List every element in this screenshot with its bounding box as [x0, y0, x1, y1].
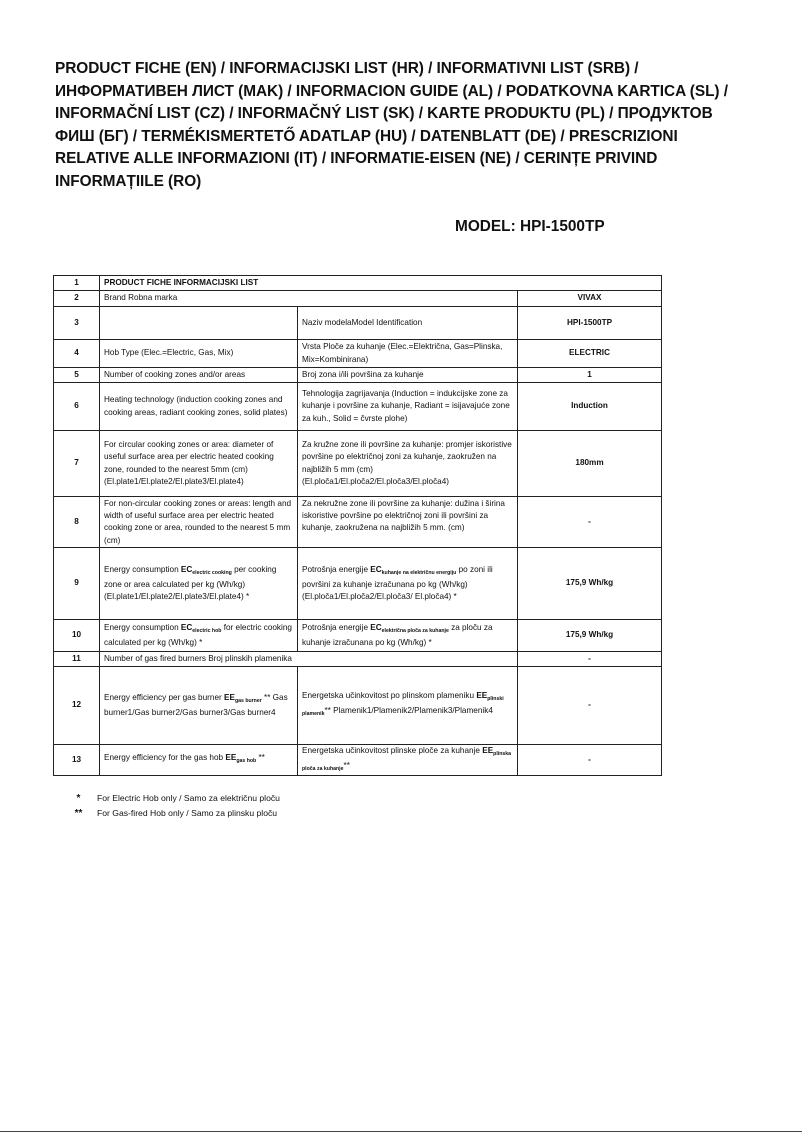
row-number: 1 — [54, 276, 100, 291]
label-text: ** Plamenik1/Plamenik2/Plamenik3/Plamenik4 — [324, 706, 493, 716]
table-row — [54, 368, 662, 383]
label-text: Potrošnja energije — [302, 622, 371, 632]
value-cell: 175,9 Wh/kg — [518, 619, 662, 651]
row-number: 12 — [54, 666, 100, 744]
label-subscript: gas hob — [236, 758, 257, 765]
table-row — [54, 547, 662, 619]
footnote-mark: ** — [74, 808, 83, 819]
label-subscript: električna ploča za kuhanje — [381, 627, 449, 634]
label-hr: Vrsta Ploče za kuhanje (Elec.=Električna, Gas=Plinska, Mix=Kombinirana) — [298, 340, 518, 368]
value-cell: - — [518, 651, 662, 666]
label-subscript: electric cooking — [192, 569, 232, 576]
label-en: Number of gas fired burners Broj plinskih plamenika — [100, 651, 518, 666]
label-text: Energy consumption — [104, 564, 181, 574]
table-row — [54, 307, 662, 340]
label-hr — [298, 619, 518, 651]
label-text: ** Gas burner1/Gas burner2/Gas burner3/Gas burner4 — [104, 692, 288, 717]
label-hr: Za nekružne zone ili površine za kuhanje: dužina i širina iskoristive površine po električnoj zoni ili površini za kuhanje, zaokružena na najbližih 5 mm. (cm) — [298, 497, 518, 548]
footnote-text: For Gas-fired Hob only / Samo za plinsku ploču — [97, 808, 278, 818]
product-fiche-table — [53, 275, 662, 776]
label-text: Energy efficiency for the gas hob — [104, 753, 226, 763]
label-subscript: plinska ploča za kuhanje — [302, 750, 512, 773]
label-symbol: EE — [482, 745, 494, 755]
value-cell: 175,9 Wh/kg — [518, 547, 662, 619]
label-symbol: EC — [180, 622, 193, 632]
label-text: Energy efficiency per gas burner — [104, 692, 224, 702]
label-text: Energy consumption — [104, 622, 181, 632]
table-row — [54, 619, 662, 651]
row-number: 8 — [54, 497, 100, 548]
table-row — [54, 431, 662, 497]
value-cell: VIVAX — [518, 291, 662, 307]
table-row — [54, 276, 662, 291]
label-en: For circular cooking zones or area: diameter of useful surface area per electric heated cooking zone, rounded to the nearest 5mm (cm) (El.plate1/El.plate2/El.plate3/El.plate4) — [100, 431, 298, 497]
label-text: for electric cooking calculated per kg (Wh/kg) * — [104, 622, 292, 647]
label-text: Energetska učinkovitost plinske ploče za kuhanje — [302, 745, 483, 755]
label-subscript: gas burner — [234, 697, 262, 704]
label-subscript: plinski plamenik — [302, 696, 504, 718]
label-en — [100, 744, 298, 775]
label-en — [100, 547, 298, 619]
label-hr — [298, 744, 518, 775]
label-hr — [298, 547, 518, 619]
label-symbol: EE — [224, 692, 235, 702]
row-number: 7 — [54, 431, 100, 497]
table-title: PRODUCT FICHE INFORMACIJSKI LIST — [100, 276, 662, 291]
table-row — [54, 651, 662, 666]
label-en: For non-circular cooking zones or areas: length and width of useful surface area per electric heated cooking zone or area, rounded to the nearest 5 mm (cm) — [100, 497, 298, 548]
label-en: Number of cooking zones and/or areas — [100, 368, 298, 383]
value-cell: 1 — [518, 368, 662, 383]
label-symbol: EC — [370, 622, 382, 632]
row-number: 4 — [54, 340, 100, 368]
model-line: MODEL: HPI-1500TP — [455, 218, 605, 235]
label-symbol: EE — [225, 753, 237, 763]
table-row — [54, 497, 662, 548]
row-number: 3 — [54, 307, 100, 340]
label-symbol: EC — [180, 564, 193, 574]
label-subscript: electric hob — [192, 627, 222, 634]
row-number: 9 — [54, 547, 100, 619]
row-number: 13 — [54, 744, 100, 775]
label-text: ** — [256, 753, 265, 763]
row-number: 10 — [54, 619, 100, 651]
value-cell: Induction — [518, 383, 662, 431]
label-en: Hob Type (Elec.=Electric, Gas, Mix) — [100, 340, 298, 368]
value-cell: HPI-1500TP — [518, 307, 662, 340]
label-hr: Za kružne zone ili površine za kuhanje: promjer iskoristive površine po električnoj zoni za kuhanje, zaokružen na najbližih 5 mm (cm) (El.ploča1/El.ploča2/El.ploča3/El.ploča4) — [298, 431, 518, 497]
row-number: 2 — [54, 291, 100, 307]
label-text: za ploču za kuhanje izračunana po kg (Wh/kg) * — [302, 622, 493, 647]
footnote-text: For Electric Hob only / Samo za električnu ploču — [97, 793, 280, 803]
label-text: Energetska učinkovitost po plinskom plameniku — [302, 691, 477, 701]
row-number: 11 — [54, 651, 100, 666]
label-subscript: kuhanje na električnu energiju — [381, 569, 457, 576]
label-en: Heating technology (induction cooking zones and cooking areas, radiant cooking zones, solid plates) — [100, 383, 298, 431]
label-en: Brand Robna marka — [100, 291, 518, 307]
table-row — [54, 383, 662, 431]
footnote-mark: * — [76, 793, 81, 804]
label-text: per cooking zone or area calculated per kg (Wh/kg) (El.plate1/El.plate2/El.plate3/El.plate4) * — [104, 564, 277, 601]
footnote — [60, 791, 280, 806]
document-heading: PRODUCT FICHE (EN) / INFORMACIJSKI LIST (HR) / INFORMATIVNI LIST (SRB) / ИНФОРМАТИВЕН ЛИСТ (MAK) / INFORMACION GUIDE (AL) / PODATKOVNA KARTICA (SL) / INFORMAČNÍ LIST (CZ) / INFORMAČNÝ LIST (SK) / KARTE PRODUKTU (PL) / ПРОДУКТОВ ФИШ (БГ) / TERMÉKISMERTETŐ ADATLAP (HU) / DATENBLATT (DE) / PRESCRIZIONI RELATIVE ALLE INFORMAZIONI (IT) / INFORMATIE-EISEN (NE) / CERINȚE PRIVIND INFORMAȚIILE (RO) — [55, 60, 728, 190]
table-row — [54, 340, 662, 368]
label-text: ** — [343, 761, 350, 771]
row-number: 5 — [54, 368, 100, 383]
label-text: po zoni ili površini za kuhanje izračunana po kg (Wh/kg) (El.ploča1/El.ploča2/El.ploča3/ El.ploča4) * — [302, 564, 493, 601]
row-number: 6 — [54, 383, 100, 431]
page-bottom-rule — [0, 1131, 802, 1132]
footnote — [60, 806, 280, 821]
label-en — [100, 619, 298, 651]
value-cell: - — [518, 744, 662, 775]
table-row — [54, 291, 662, 307]
footnotes — [60, 791, 280, 821]
value-cell: - — [518, 666, 662, 744]
label-symbol: EC — [370, 564, 382, 574]
table-row — [54, 666, 662, 744]
label-en — [100, 307, 298, 340]
label-text: Potrošnja energije — [302, 564, 371, 574]
label-symbol: EE — [476, 691, 488, 701]
label-hr: Naziv modelaModel Identification — [298, 307, 518, 340]
value-cell: - — [518, 497, 662, 548]
label-en — [100, 666, 298, 744]
label-hr: Tehnologija zagrijavanja (Induction = indukcijske zone za kuhanje i površine za kuhanje, Radiant = isijavajuće zone za kuh., Solid = čvrste plohe) — [298, 383, 518, 431]
label-hr: Broj zona i/ili površina za kuhanje — [298, 368, 518, 383]
table-row — [54, 744, 662, 775]
value-cell: 180mm — [518, 431, 662, 497]
value-cell: ELECTRIC — [518, 340, 662, 368]
label-hr — [298, 666, 518, 744]
